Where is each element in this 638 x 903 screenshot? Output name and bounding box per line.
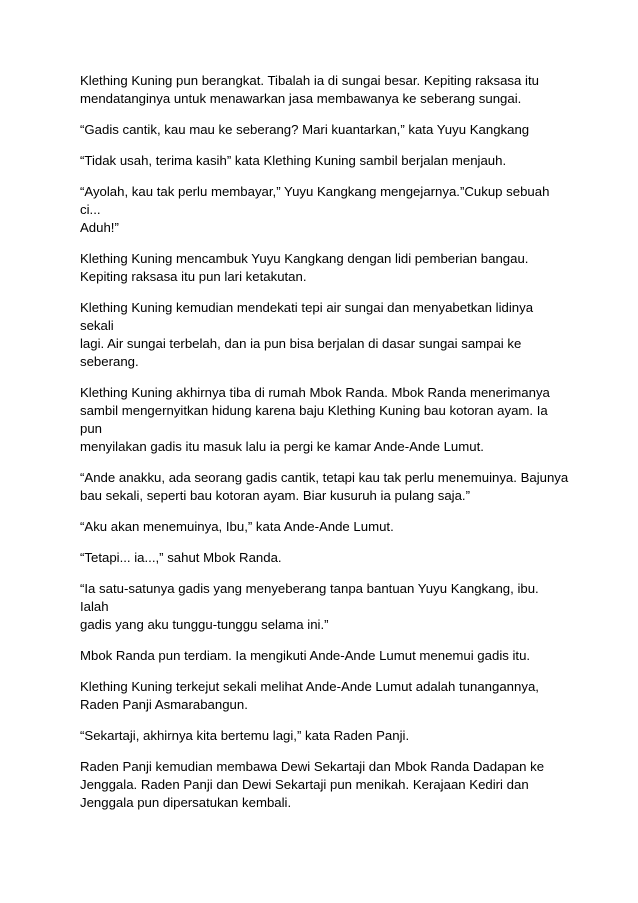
paragraph: “Aku akan menemuinya, Ibu,” kata Ande-Ande Lumut. xyxy=(80,519,394,534)
paragraph: Klething Kuning pun berangkat. Tibalah ia di sungai besar. Kepiting raksasa itu mendatanginya untuk menawarkan jasa membawanya ke seberang sungai. xyxy=(80,73,539,106)
paragraph: Klething Kuning terkejut sekali melihat Ande-Ande Lumut adalah tunangannya, Raden Panji Asmarabangun. xyxy=(80,679,539,712)
paragraph: Klething Kuning kemudian mendekati tepi air sungai dan menyabetkan lidinya sekali lagi. Air sungai terbelah, dan ia pun bisa berjalan di dasar sungai sampai ke seberang. xyxy=(80,300,534,369)
paragraph: “Gadis cantik, kau mau ke seberang? Mari kuantarkan,” kata Yuyu Kangkang xyxy=(80,122,530,137)
paragraph: “Sekartaji, akhirnya kita bertemu lagi,” kata Raden Panji. xyxy=(80,728,410,743)
paragraph: Klething Kuning akhirnya tiba di rumah Mbok Randa. Mbok Randa menerimanya sambil mengernyitkan hidung karena baju Klething Kuning bau kotoran ayam. Ia pun menyilakan gadis itu masuk lalu ia pergi ke kamar Ande-Ande Lumut. xyxy=(80,385,550,454)
paragraph: “Tidak usah, terima kasih” kata Klething Kuning sambil berjalan menjauh. xyxy=(80,153,507,168)
paragraph: “Tetapi... ia...,” sahut Mbok Randa. xyxy=(80,550,282,565)
paragraph: Raden Panji kemudian membawa Dewi Sekartaji dan Mbok Randa Dadapan ke Jenggala. Raden Panji dan Dewi Sekartaji pun menikah. Kerajaan Kediri dan Jenggala pun dipersatukan kembali. xyxy=(80,759,545,810)
paragraph: Mbok Randa pun terdiam. Ia mengikuti Ande-Ande Lumut menemui gadis itu. xyxy=(80,648,531,663)
paragraph: “Ayolah, kau tak perlu membayar,” Yuyu Kangkang mengejarnya.”Cukup sebuah ci... Aduh!” xyxy=(80,184,550,235)
paragraph: “Ia satu-satunya gadis yang menyeberang tanpa bantuan Yuyu Kangkang, ibu. Ialah gadis yang aku tunggu-tunggu selama ini.” xyxy=(80,581,539,632)
document-body xyxy=(80,72,570,825)
paragraph: Klething Kuning mencambuk Yuyu Kangkang dengan lidi pemberian bangau. Kepiting raksasa itu pun lari ketakutan. xyxy=(80,251,529,284)
paragraph: “Ande anakku, ada seorang gadis cantik, tetapi kau tak perlu menemuinya. Bajunya bau sekali, seperti bau kotoran ayam. Biar kusuruh ia pulang saja.” xyxy=(80,470,569,503)
